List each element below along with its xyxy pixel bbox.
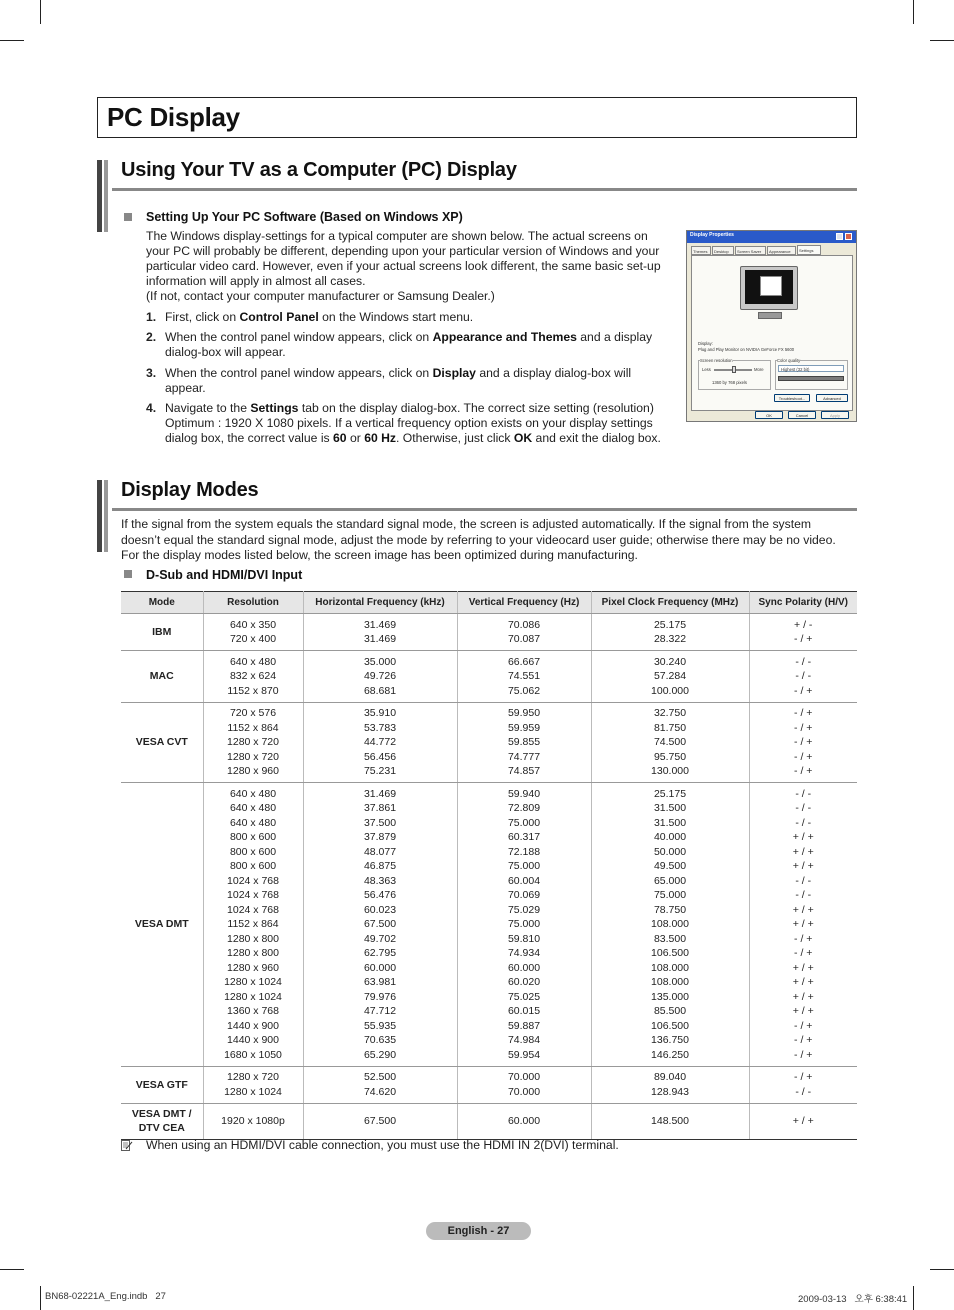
table-cell-sp: + / - - / +: [749, 614, 857, 651]
crop-mark: [913, 1286, 914, 1310]
table-cell-vf: 66.667 74.551 75.062: [457, 651, 591, 703]
mode-cell: VESA DMT / DTV CEA: [121, 1103, 203, 1139]
tab-settings: Settings: [797, 245, 821, 255]
close-icon: [845, 233, 852, 240]
step-text: First, click on Control Panel on the Windows start menu.: [165, 310, 474, 324]
step-text: dialog-box will appear.: [165, 345, 286, 359]
monitor-icon: [740, 266, 798, 310]
table-header-cell: Sync Polarity (H/V): [749, 592, 857, 614]
dialog-title-bar: [687, 231, 856, 243]
dialog-title: Display Properties: [690, 232, 734, 238]
mode-cell: VESA GTF: [121, 1066, 203, 1103]
table-cell-hf: 67.500: [303, 1103, 457, 1139]
apply-button: Apply: [821, 411, 849, 419]
table-row: [121, 614, 857, 651]
table-cell-pc: 25.175 31.500 31.500 40.000 50.000 49.500 65.000 75.000 78.750 108.000 83.500 106.500 108.000 108.000 135.000 85.500 106.500 136.750 146.250: [591, 783, 749, 1067]
display-value: Plug and Play Monitor on NVIDIA GeForce FX 5600: [698, 347, 795, 352]
table-header-cell: Vertical Frequency (Hz): [457, 592, 591, 614]
step-number: 1.: [146, 310, 157, 324]
resolution-value: 1360 by 768 pixels: [712, 380, 747, 385]
monitor-stand: [758, 312, 782, 319]
table-cell-vf: 59.940 72.809 75.000 60.317 72.188 75.000 60.004 70.069 75.029 75.000 59.810 74.934 60.000 60.020 75.025 60.015 59.887 74.984 59.954: [457, 783, 591, 1067]
page-title: PC Display: [107, 102, 240, 132]
slug-right: 2009-03-13 오후 6:38:41: [798, 1294, 908, 1305]
page-number-badge: English - 27: [426, 1222, 531, 1240]
table-cell-pc: 89.040 128.943: [591, 1066, 749, 1103]
intro-line: your PC will probably be different, depending upon your particular version of Windows and your: [146, 244, 660, 258]
section-bar: [97, 480, 102, 552]
step-text: appear.: [165, 381, 206, 395]
more-label: More: [754, 367, 764, 372]
crop-mark: [0, 40, 24, 41]
section-rule: [112, 188, 857, 191]
table-cell-hf: 35.000 49.726 68.681: [303, 651, 457, 703]
note-icon: [121, 1140, 133, 1151]
resolution-label: Screen resolution: [700, 358, 733, 363]
page-title-box: [97, 97, 857, 138]
table-cell-sp: - / - - / - - / - + / + + / + + / + - / - - / - + / + + / + - / + - / + + / + + / + + / + + / + - / + - / + - / +: [749, 783, 857, 1067]
crop-mark: [930, 1269, 954, 1270]
step-number: 4.: [146, 401, 157, 415]
resolution-group: [698, 360, 771, 390]
color-quality-dropdown: Highest (32 bit): [778, 365, 844, 372]
crop-mark: [40, 0, 41, 24]
table-header-row: [121, 592, 857, 614]
slider-thumb-icon: [732, 366, 736, 373]
tab-appearance: Appearance: [767, 246, 796, 255]
step-number: 3.: [146, 366, 157, 380]
table-cell-res: 640 x 350 720 x 400: [203, 614, 303, 651]
table-cell-vf: 70.000 70.000: [457, 1066, 591, 1103]
table-cell-res: 720 x 576 1152 x 864 1280 x 720 1280 x 720 1280 x 960: [203, 702, 303, 783]
subhead-dsub-hdmi: D-Sub and HDMI/DVI Input: [146, 568, 303, 582]
table-cell-pc: 30.240 57.284 100.000: [591, 651, 749, 703]
subhead-pc-software: Setting Up Your PC Software (Based on Windows XP): [146, 210, 463, 224]
intro-line: If the signal from the system equals the standard signal mode, the screen is adjusted automatically. If the signal from the system: [121, 517, 812, 531]
table-cell-hf: 31.469 31.469: [303, 614, 457, 651]
color-bar: [778, 376, 844, 381]
slug-left: BN68-02221A_Eng.indb 27: [45, 1291, 166, 1302]
table-header-cell: Pixel Clock Frequency (MHz): [591, 592, 749, 614]
table-cell-pc: 32.750 81.750 74.500 95.750 130.000: [591, 702, 749, 783]
table-cell-res: 1920 x 1080p: [203, 1103, 303, 1139]
crop-mark: [930, 40, 954, 41]
troubleshoot-button: Troubleshoot...: [774, 394, 810, 402]
table-cell-sp: + / +: [749, 1103, 857, 1139]
table-cell-sp: - / + - / + - / + - / + - / +: [749, 702, 857, 783]
table-cell-res: 640 x 480 640 x 480 640 x 480 800 x 600 800 x 600 800 x 600 1024 x 768 1024 x 768 1024 x 768 1152 x 864 1280 x 800 1280 x 800 1280 x 960 1280 x 1024 1280 x 1024 1360 x 768 1440 x 900 1440 x 900 1680 x 1050: [203, 783, 303, 1067]
display-properties-dialog: [686, 230, 857, 422]
table-row: [121, 1066, 857, 1103]
table-cell-hf: 35.910 53.783 44.772 56.456 75.231: [303, 702, 457, 783]
display-label: Display:: [698, 341, 713, 346]
crop-mark: [913, 0, 914, 24]
table-cell-vf: 60.000: [457, 1103, 591, 1139]
tab-themes: Themes: [691, 246, 711, 255]
mode-cell: IBM: [121, 614, 203, 651]
hdmi-note: When using an HDMI/DVI cable connection, you must use the HDMI IN 2(DVI) terminal.: [146, 1138, 619, 1152]
table-row: [121, 783, 857, 1067]
crop-mark: [0, 1269, 24, 1270]
step-text: dialog box, the correct value is 60 or 60 Hz. Otherwise, just click OK and exit the dialog box.: [165, 431, 661, 445]
table-cell-hf: 52.500 74.620: [303, 1066, 457, 1103]
cancel-button: Cancel: [788, 411, 816, 419]
step-text: When the control panel window appears, click on Appearance and Themes and a display: [165, 330, 653, 344]
table-cell-sp: - / - - / - - / +: [749, 651, 857, 703]
tab-screen-saver: Screen Saver: [735, 246, 766, 255]
table-cell-hf: 31.469 37.861 37.500 37.879 48.077 46.875 48.363 56.476 60.023 67.500 49.702 62.795 60.000 63.981 79.976 47.712 55.935 70.635 65.290: [303, 783, 457, 1067]
advanced-button: Advanced: [816, 394, 848, 402]
table-cell-res: 1280 x 720 1280 x 1024: [203, 1066, 303, 1103]
intro-line: The Windows display-settings for a typical computer are shown below. The actual screens on: [146, 229, 648, 243]
dialog-window-buttons: [832, 233, 854, 241]
mode-cell: MAC: [121, 651, 203, 703]
step-text: Optimum : 1920 X 1080 pixels. If a vertical frequency option exists on your display settings: [165, 416, 653, 430]
bullet-square-icon: [124, 213, 132, 221]
intro-line: particular video card. However, even if your actual screens look different, the same basic set-up: [146, 259, 661, 273]
table-row: [121, 702, 857, 783]
section-title-display-modes: Display Modes: [121, 479, 259, 501]
table-header-cell: Horizontal Frequency (kHz): [303, 592, 457, 614]
table-cell-vf: 70.086 70.087: [457, 614, 591, 651]
mode-cell: VESA DMT: [121, 783, 203, 1067]
intro-line: information will apply in almost all cases.: [146, 274, 366, 288]
tab-desktop: Desktop: [712, 246, 734, 255]
table-header-cell: Resolution: [203, 592, 303, 614]
table-row: [121, 651, 857, 703]
table-cell-pc: 148.500: [591, 1103, 749, 1139]
less-label: Less: [702, 367, 711, 372]
table-row: [121, 1103, 857, 1139]
table-header-cell: Mode: [121, 592, 203, 614]
table-cell-pc: 25.175 28.322: [591, 614, 749, 651]
dialog-settings-panel: [691, 255, 853, 411]
crop-mark: [40, 1286, 41, 1310]
step-number: 2.: [146, 330, 157, 344]
table-cell-sp: - / + - / -: [749, 1066, 857, 1103]
section-title-pc-display: Using Your TV as a Computer (PC) Display: [121, 159, 517, 181]
ok-button: OK: [755, 411, 783, 419]
bullet-square-icon: [124, 570, 132, 578]
intro-line: For the display modes listed below, the screen image has been optimized during manufacturing.: [121, 548, 638, 562]
table-cell-vf: 59.950 59.959 59.855 74.777 74.857: [457, 702, 591, 783]
mode-cell: VESA CVT: [121, 702, 203, 783]
step-text: Navigate to the Settings tab on the display dialog-box. The correct size setting (resolution): [165, 401, 654, 415]
help-icon: [836, 233, 843, 240]
display-modes-table: [121, 591, 857, 1140]
table-cell-res: 640 x 480 832 x 624 1152 x 870: [203, 651, 303, 703]
step-text: When the control panel window appears, click on Display and a display dialog-box will: [165, 366, 632, 380]
intro-line: (If not, contact your computer manufacturer or Samsung Dealer.): [146, 289, 495, 303]
section-bar: [104, 480, 108, 552]
section-bar: [97, 160, 102, 232]
intro-line: doesn’t equal the standard signal mode, adjust the mode by referring to your videocard user guide; otherwise there may be no video.: [121, 532, 836, 547]
section-bar: [104, 160, 108, 232]
section-rule: [112, 508, 857, 511]
color-quality-label: Color quality: [777, 358, 801, 363]
